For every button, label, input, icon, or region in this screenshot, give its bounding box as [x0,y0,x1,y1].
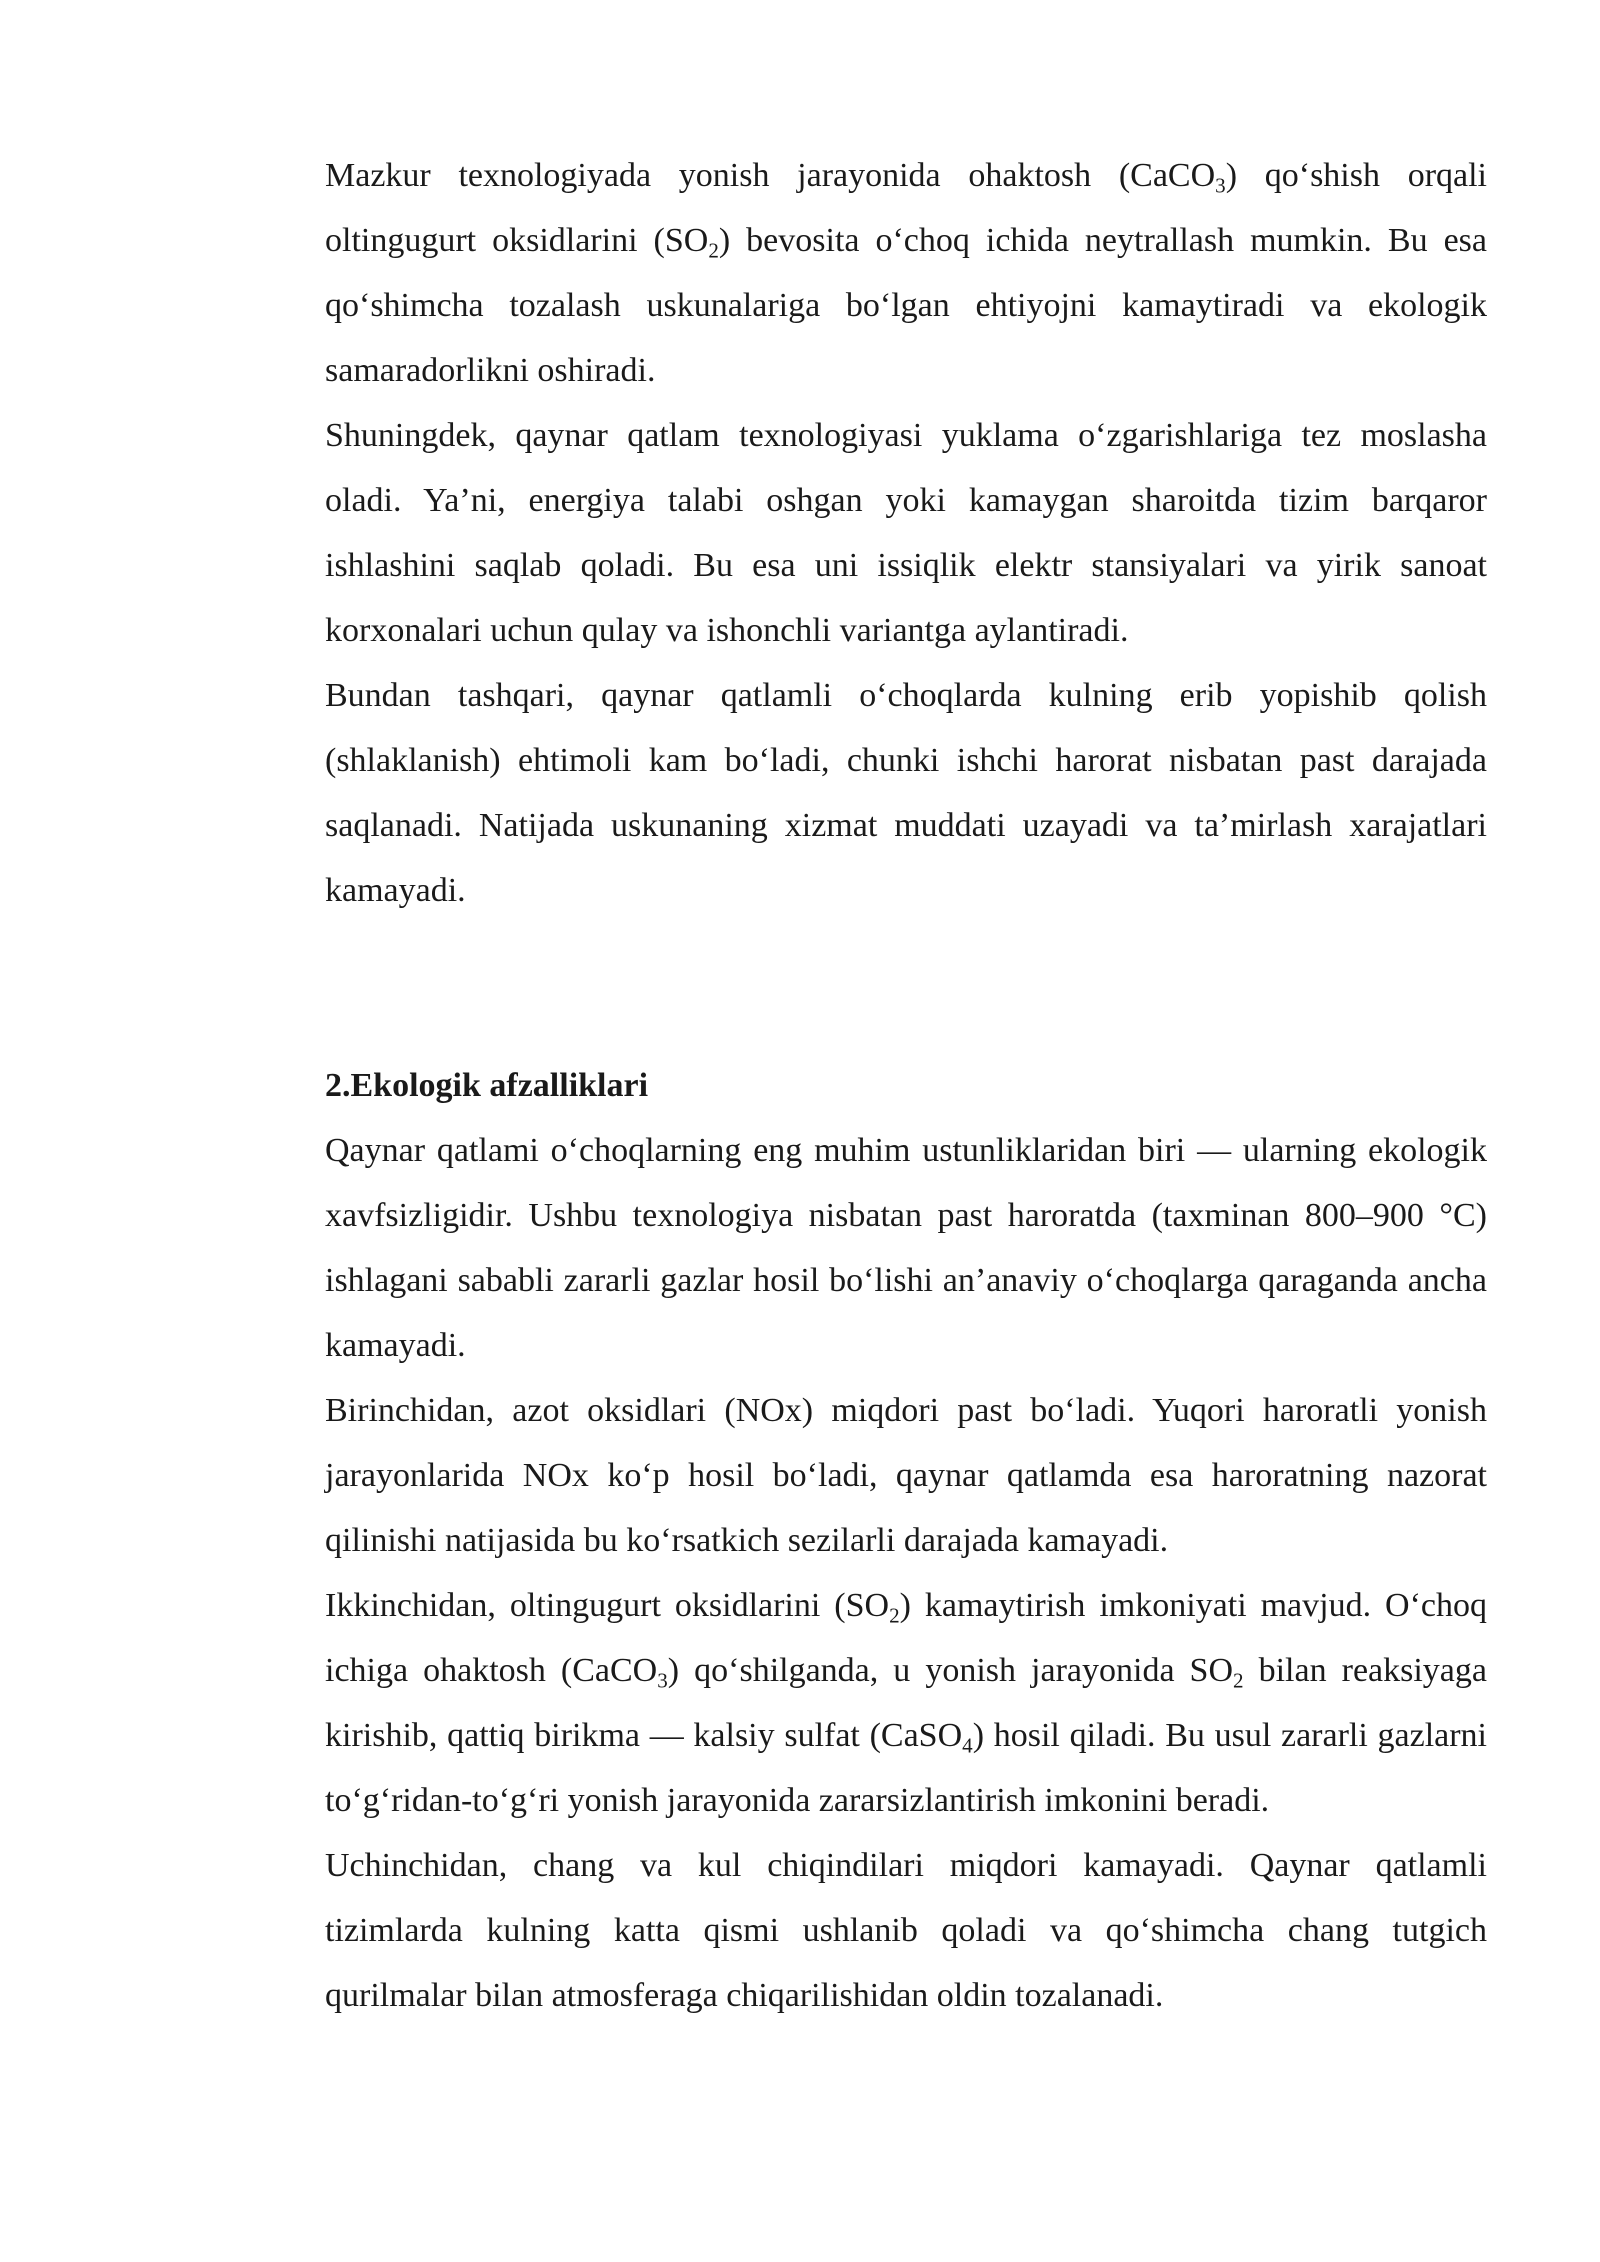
subscript-text: 2 [1233,1668,1244,1693]
paragraph-slagging [325,663,1487,923]
section-spacer [325,923,1487,1053]
section-heading-ecological-advantages: 2.Ekologik afzalliklari [325,1067,649,1104]
paragraph-load-flexibility [325,403,1487,663]
text-run: ) hosil qiladi. Bu usul zararli gazlarni to‘g‘ridan-to‘g‘ri yonish jarayonida zararsizlantirish imkonini beradi. [325,1717,1487,1819]
text-run: Mazkur texnologiyada yonish jarayonida ohaktosh (CaCO [325,157,1216,194]
text-run: bilan reaksiyaga kirishib, qattiq birikma — kalsiy sulfat (CaSO [325,1652,1487,1754]
text-run: Ikkinchidan, oltingugurt oksidlarini (SO [325,1587,890,1624]
text-run: Shuningdek, qaynar qatlam texnologiyasi yuklama o‘zgarishlariga tez moslasha oladi. Ya’ni, energiya talabi oshgan yoki kamaygan sharoitda tizim barqaror ishlashini saqlab qoladi. Bu esa uni issiqlik elektr stansiyalari va yirik sanoat korxonalari uchun qulay va ishonchli variantga aylantiradi. [325,417,1487,649]
paragraph-limestone-neutralization [325,143,1487,403]
paragraph-nox-reduction [325,1378,1487,1573]
paragraph-so2-reduction [325,1573,1487,1833]
text-run: ) kamaytirish imkoniyati mavjud. O‘choq ichiga ohaktosh (CaCO [325,1587,1488,1689]
text-run: ) qo‘shilganda, u yonish jarayonida SO [667,1652,1234,1689]
paragraph-dust-reduction [325,1833,1487,2028]
subscript-text: 3 [1215,173,1226,198]
text-run: Qaynar qatlami o‘choqlarning eng muhim ustunliklaridan biri — ularning ekologik xavfsizligidir. Ushbu texnologiya nisbatan past haroratda (taxminan 800–900 °C) ishlagani sababli zararli gazlar hosil bo‘lishi an’anaviy o‘choqlarga qaraganda ancha kamayadi. [325,1132,1487,1364]
text-run: ) qo‘shish orqali oltingugurt oksidlarini (SO [325,157,1488,259]
text-run: Uchinchidan, chang va kul chiqindilari miqdori kamayadi. Qaynar qatlamli tizimlarda kulning katta qismi ushlanib qoladi va qo‘shimcha chang tutgich qurilmalar bilan atmosferaga chiqarilishidan oldin tozalanadi. [325,1847,1487,2014]
text-run: ) bevosita o‘choq ichida neytrallash mumkin. Bu esa qo‘shimcha tozalash uskunalariga bo‘lgan ehtiyojni kamaytiradi va ekologik samaradorlikni oshiradi. [325,222,1487,389]
subscript-text: 3 [657,1668,668,1693]
text-run: Birinchidan, azot oksidlari (NOx) miqdori past bo‘ladi. Yuqori haroratli yonish jarayonlarida NOx ko‘p hosil bo‘ladi, qaynar qatlamda esa haroratning nazorat qilinishi natijasida bu ko‘rsatkich sezilarli darajada kamayadi. [325,1392,1487,1559]
text-run: Bundan tashqari, qaynar qatlamli o‘choqlarda kulning erib yopishib qolish (shlaklanish) ehtimoli kam bo‘ladi, chunki ishchi harorat nisbatan past darajada saqlanadi. Natijada uskunaning xizmat muddati uzayadi va ta’mirlash xarajatlari kamayadi. [325,677,1487,909]
subscript-text: 2 [889,1603,900,1628]
subscript-text: 4 [962,1733,973,1758]
paragraph-ecological-safety [325,1118,1487,1378]
subscript-text: 2 [708,238,719,263]
document-body [325,143,1487,2028]
